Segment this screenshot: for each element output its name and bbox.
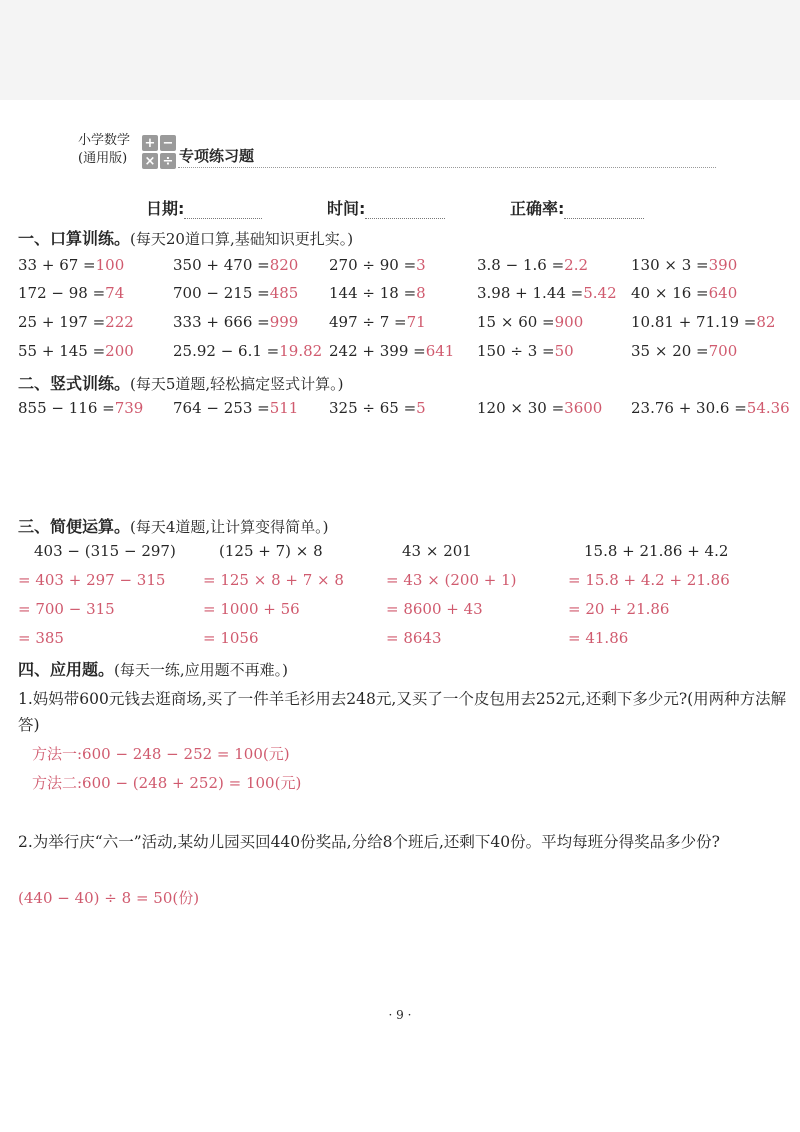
simplify-expression: (125 + 7) × 8 (219, 542, 323, 560)
answer: 222 (105, 313, 134, 331)
book-title: 专项练习题 (179, 147, 255, 165)
brand-label (78, 132, 130, 168)
simplify-step: = 1000 + 56 (203, 600, 300, 618)
vertical-item (631, 399, 790, 417)
answer: 74 (105, 284, 125, 302)
answer: 5 (416, 399, 426, 417)
section-simplify-heading (18, 514, 329, 537)
simplify-step: = 43 × (200 + 1) (386, 571, 517, 589)
oral-item (631, 284, 737, 302)
answer: 82 (756, 313, 776, 331)
section-title: 四、应用题。 (18, 660, 115, 679)
section-note: (每天5道题,轻松搞定竖式计算。) (130, 375, 344, 393)
answer: 390 (708, 256, 738, 274)
problem-1-solution-1: 方法一:600 − 248 − 252 = 100(元) (32, 745, 290, 763)
page-number: · 9 · (388, 1008, 412, 1022)
question: 130 × 3 = (631, 256, 709, 274)
math-operators-icon (142, 135, 176, 169)
answer: 900 (554, 313, 584, 331)
answer: 739 (114, 399, 144, 417)
answer: 999 (269, 313, 299, 331)
simplify-item (18, 542, 176, 658)
oral-item (329, 284, 426, 302)
oral-item (477, 313, 583, 331)
simplify-expression: 43 × 201 (402, 542, 472, 560)
answer: 511 (269, 399, 299, 417)
answer: 2.2 (564, 256, 589, 274)
oral-item (329, 342, 454, 360)
section-word-problem-heading (18, 657, 288, 680)
oral-item (173, 313, 298, 331)
minus-icon: − (160, 135, 176, 151)
brand-line-1: 小学数学 (78, 133, 131, 148)
question: 333 + 666 = (173, 313, 270, 331)
section-title: 二、竖式训练。 (18, 374, 131, 393)
divide-icon: ÷ (160, 153, 176, 169)
answer: 485 (269, 284, 299, 302)
oral-item (173, 256, 298, 274)
oral-item (329, 313, 426, 331)
section-oral-heading (18, 226, 353, 249)
oral-item (18, 256, 124, 274)
question: 497 ÷ 7 = (329, 313, 407, 331)
simplify-step: = 700 − 315 (18, 600, 115, 618)
question: 10.81 + 71.19 = (631, 313, 757, 331)
section-vertical-heading (18, 371, 344, 394)
simplify-step: = 403 + 297 − 315 (18, 571, 166, 589)
question: 172 − 98 = (18, 284, 106, 302)
answer: 700 (708, 342, 738, 360)
vertical-item (18, 399, 143, 417)
vertical-item (329, 399, 426, 417)
question: 3.8 − 1.6 = (477, 256, 565, 274)
accuracy-blank[interactable] (564, 200, 644, 219)
answer: 50 (554, 342, 574, 360)
plus-icon: + (142, 135, 158, 151)
section-note: (每天20道口算,基础知识更扎实。) (130, 230, 354, 248)
question: 764 − 253 = (173, 399, 270, 417)
oral-item (173, 284, 298, 302)
simplify-step: = 1056 (203, 629, 259, 647)
answer: 640 (708, 284, 738, 302)
simplify-step: = 8600 + 43 (386, 600, 483, 618)
word-problem-1: 1.妈妈带600元钱去逛商场,买了一件羊毛衫用去248元,又买了一个皮包用去252元,还剩下多少元?(用两种方法解答) (18, 690, 787, 734)
oral-item (18, 284, 124, 302)
time-blank[interactable] (365, 200, 445, 219)
oral-item (18, 342, 134, 360)
question: 40 × 16 = (631, 284, 709, 302)
oral-item (477, 256, 588, 274)
answer: 3 (416, 256, 426, 274)
simplify-step: = 15.8 + 4.2 + 21.86 (568, 571, 730, 589)
question: 25.92 − 6.1 = (173, 342, 280, 360)
oral-item (329, 256, 426, 274)
question: 35 × 20 = (631, 342, 709, 360)
simplify-step: = 125 × 8 + 7 × 8 (203, 571, 344, 589)
simplify-expression: 403 − (315 − 297) (34, 542, 176, 560)
simplify-step: = 385 (18, 629, 64, 647)
accuracy-field (510, 196, 644, 219)
oral-item (18, 313, 134, 331)
oral-item (631, 256, 737, 274)
question: 270 ÷ 90 = (329, 256, 417, 274)
oral-item (477, 284, 617, 302)
question: 242 + 399 = (329, 342, 426, 360)
section-title: 三、简便运算。 (18, 517, 131, 536)
times-icon: × (142, 153, 158, 169)
answer: 71 (406, 313, 426, 331)
question: 25 + 197 = (18, 313, 106, 331)
question: 700 − 215 = (173, 284, 270, 302)
answer: 100 (95, 256, 125, 274)
problem-1-solution-2: 方法二:600 − (248 + 252) = 100(元) (32, 774, 302, 792)
simplify-step: = 20 + 21.86 (568, 600, 670, 618)
problem-2-solution: (440 − 40) ÷ 8 = 50(份) (18, 889, 200, 907)
oral-item (477, 342, 574, 360)
question: 150 ÷ 3 = (477, 342, 555, 360)
section-note: (每天一练,应用题不再难。) (114, 661, 288, 679)
answer: 820 (269, 256, 299, 274)
answer: 641 (425, 342, 455, 360)
header-divider (178, 167, 716, 168)
simplify-item (568, 542, 730, 658)
simplify-item (386, 542, 517, 658)
answer: 8 (416, 284, 426, 302)
question: 855 − 116 = (18, 399, 115, 417)
section-note: (每天4道题,让计算变得简单。) (130, 518, 329, 536)
oral-item (631, 342, 737, 360)
question: 23.76 + 30.6 = (631, 399, 747, 417)
date-blank[interactable] (184, 200, 262, 219)
question: 350 + 470 = (173, 256, 270, 274)
answer: 5.42 (583, 284, 617, 302)
section-title: 一、口算训练。 (18, 229, 131, 248)
question: 33 + 67 = (18, 256, 96, 274)
simplify-expression: 15.8 + 21.86 + 4.2 (584, 542, 729, 560)
question: 15 × 60 = (477, 313, 555, 331)
oral-item (631, 313, 775, 331)
simplify-step: = 8643 (386, 629, 442, 647)
answer: 3600 (564, 399, 603, 417)
simplify-item (203, 542, 344, 658)
question: 144 ÷ 18 = (329, 284, 417, 302)
vertical-item (477, 399, 602, 417)
question: 120 × 30 = (477, 399, 565, 417)
answer: 19.82 (279, 342, 323, 360)
question: 325 ÷ 65 = (329, 399, 417, 417)
date-field (146, 196, 262, 219)
word-problem-2: 2.为举行庆“六一”活动,某幼儿园买回440份奖品,分给8个班后,还剩下40份。平均每班分得奖品多少份? (18, 833, 720, 851)
answer: 54.36 (746, 399, 790, 417)
simplify-step: = 41.86 (568, 629, 629, 647)
question: 55 + 145 = (18, 342, 106, 360)
time-field (327, 196, 445, 219)
brand-line-2: (通用版) (78, 151, 128, 166)
date-label: 日期: (146, 199, 185, 218)
question: 3.98 + 1.44 = (477, 284, 584, 302)
vertical-item (173, 399, 298, 417)
top-background (0, 0, 800, 100)
oral-item (173, 342, 322, 360)
time-label: 时间: (327, 199, 366, 218)
accuracy-label: 正确率: (510, 199, 565, 218)
answer: 200 (105, 342, 134, 360)
